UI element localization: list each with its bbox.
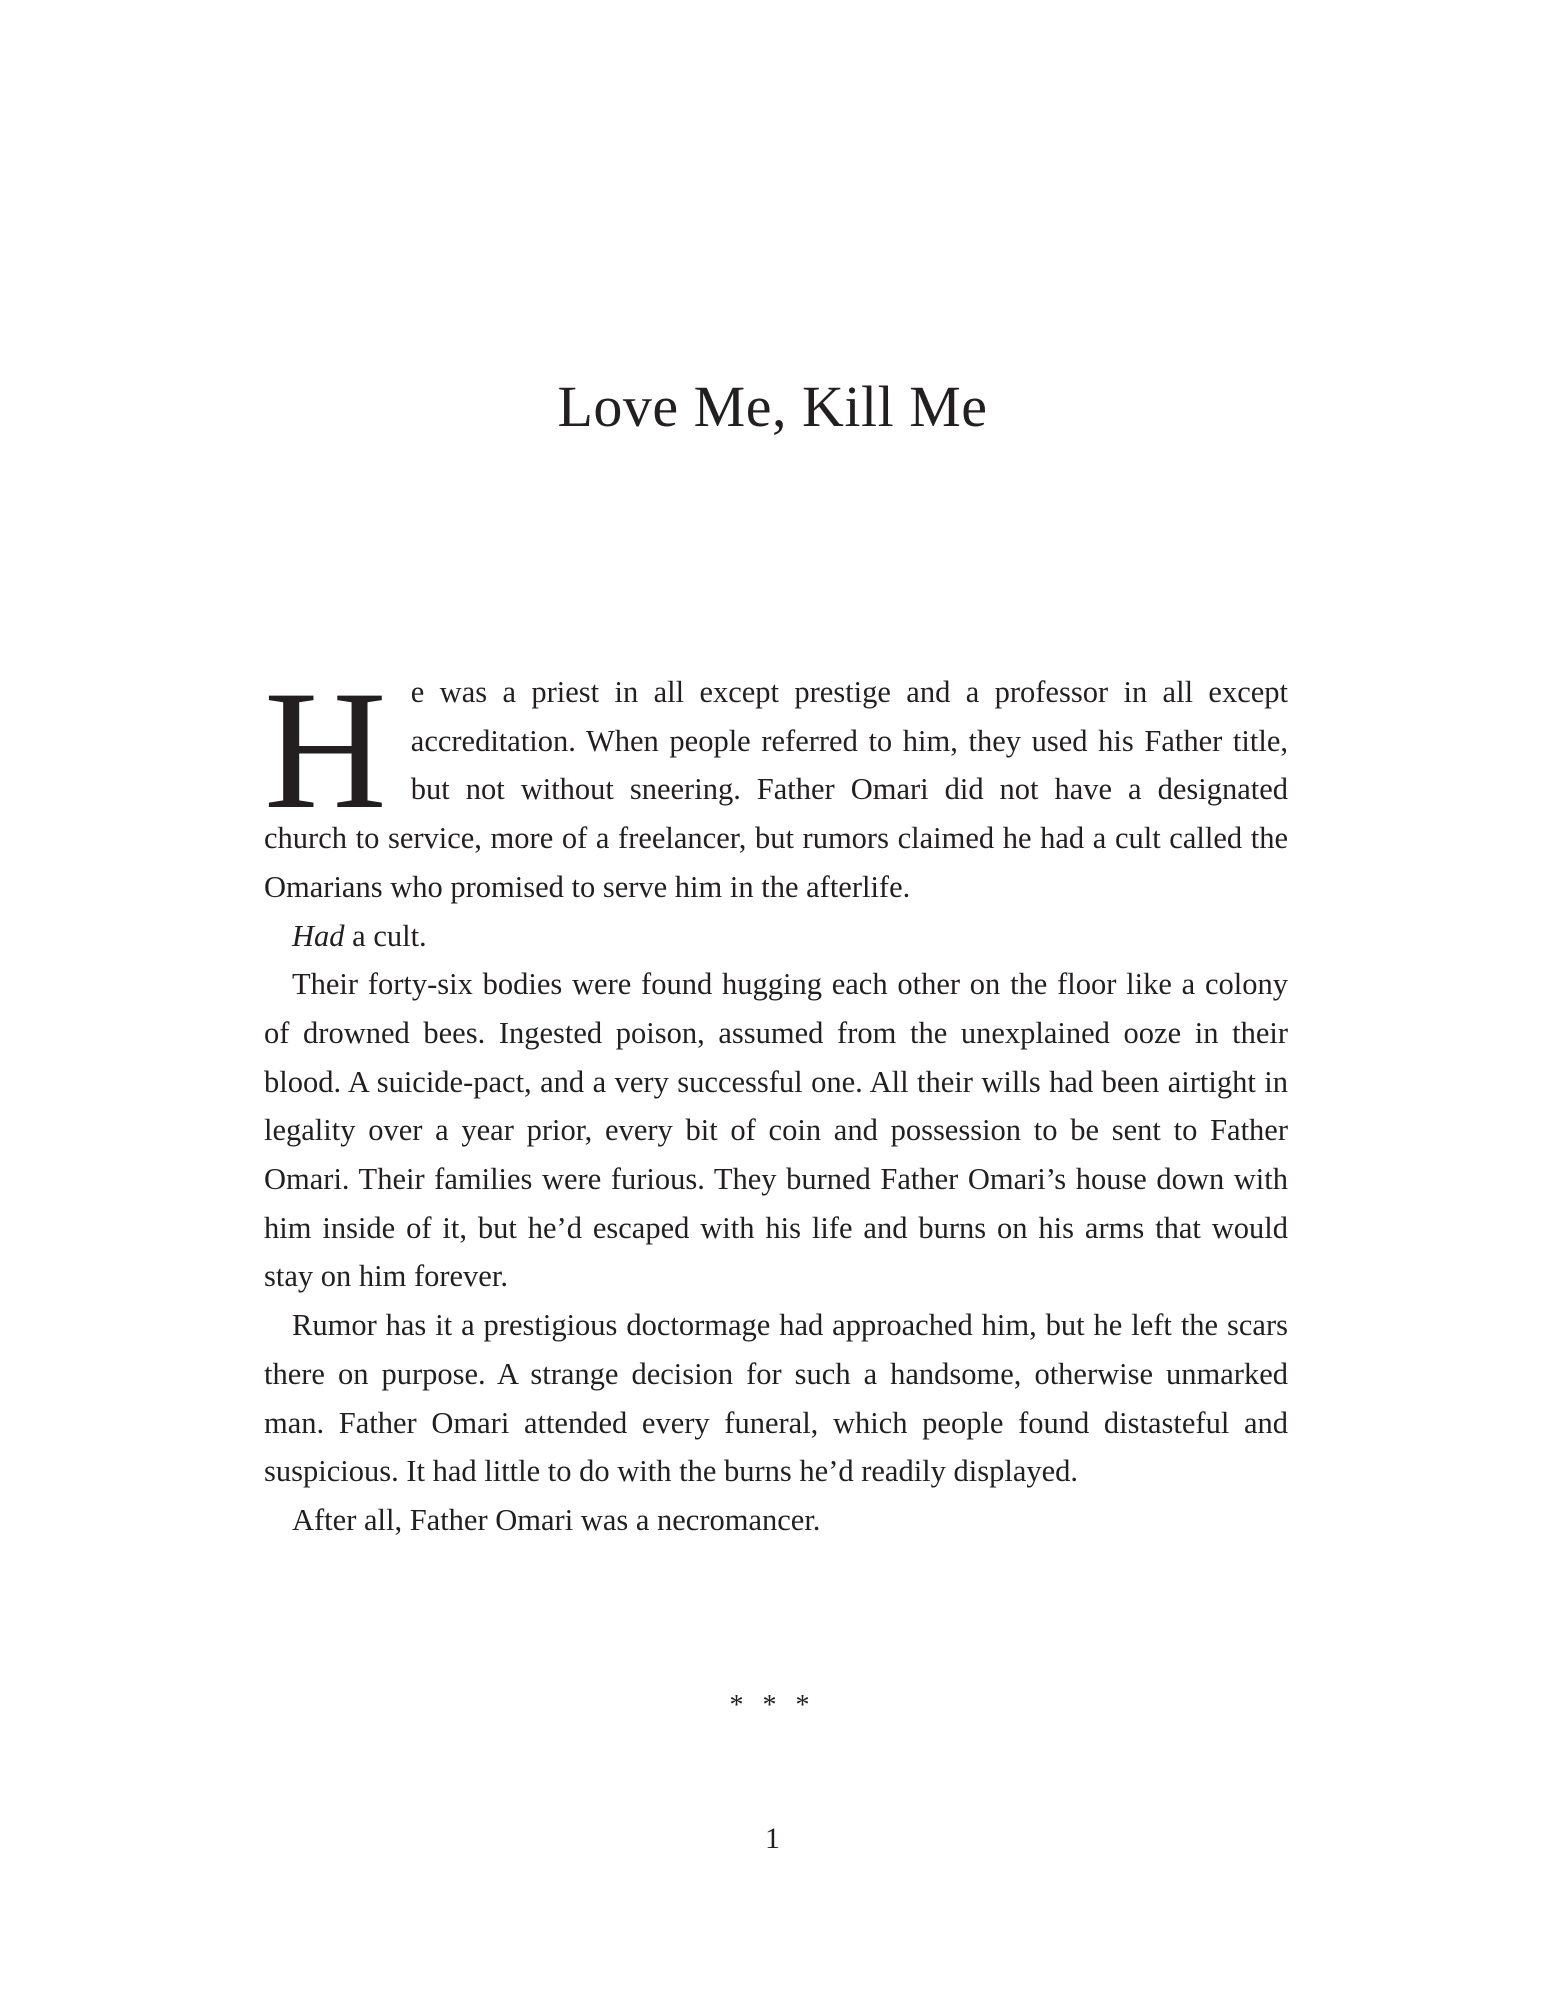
page-number: 1 <box>765 1822 780 1855</box>
drop-cap: H <box>264 656 387 844</box>
chapter-body <box>264 656 1288 1545</box>
paragraph-2-emphasis: Had <box>292 918 345 953</box>
paragraph-2-text: a cult. <box>344 918 427 953</box>
section-break-ornament: * * * <box>729 1690 816 1721</box>
paragraph-5: After all, Father Omari was a necromancer. <box>292 1502 821 1537</box>
paragraph-3: Their forty-six bodies were found hugging each other on the floor like a colony of drowned bees. Ingested poison, assumed from the unexplained ooze in their blood. A suicide-pact, and a very successful one. All their wills had been airtight in legality over a year prior, every bit of coin and possession to be sent to Father Omari. Their families were furious. They burned Father Omari’s house down with him inside of it, but he’d escaped with his life and burns on his arms that would stay on him forever. <box>264 967 1288 1294</box>
paragraph-1 <box>264 656 1288 912</box>
chapter-title: Love Me, Kill Me <box>557 374 988 439</box>
paragraph-4: Rumor has it a prestigious doctormage had approached him, but he left the scars there on purpose. A strange decision for such a handsome, otherwise unmarked man. Father Omari attended every funeral, which people found distasteful and suspicious. It had little to do with the burns he’d readily displayed. <box>264 1308 1288 1489</box>
paragraph-2 <box>264 912 1288 961</box>
paragraph-1-text: e was a priest in all except prestige and a professor in all except accreditation. When people referred to him, they used his Father title, but not without sneering. Father Omari did not have a designated church to service, more of a freelancer, but rumors claimed he had a cult called the Omarians who promised to serve him in the afterlife. <box>264 675 1288 904</box>
